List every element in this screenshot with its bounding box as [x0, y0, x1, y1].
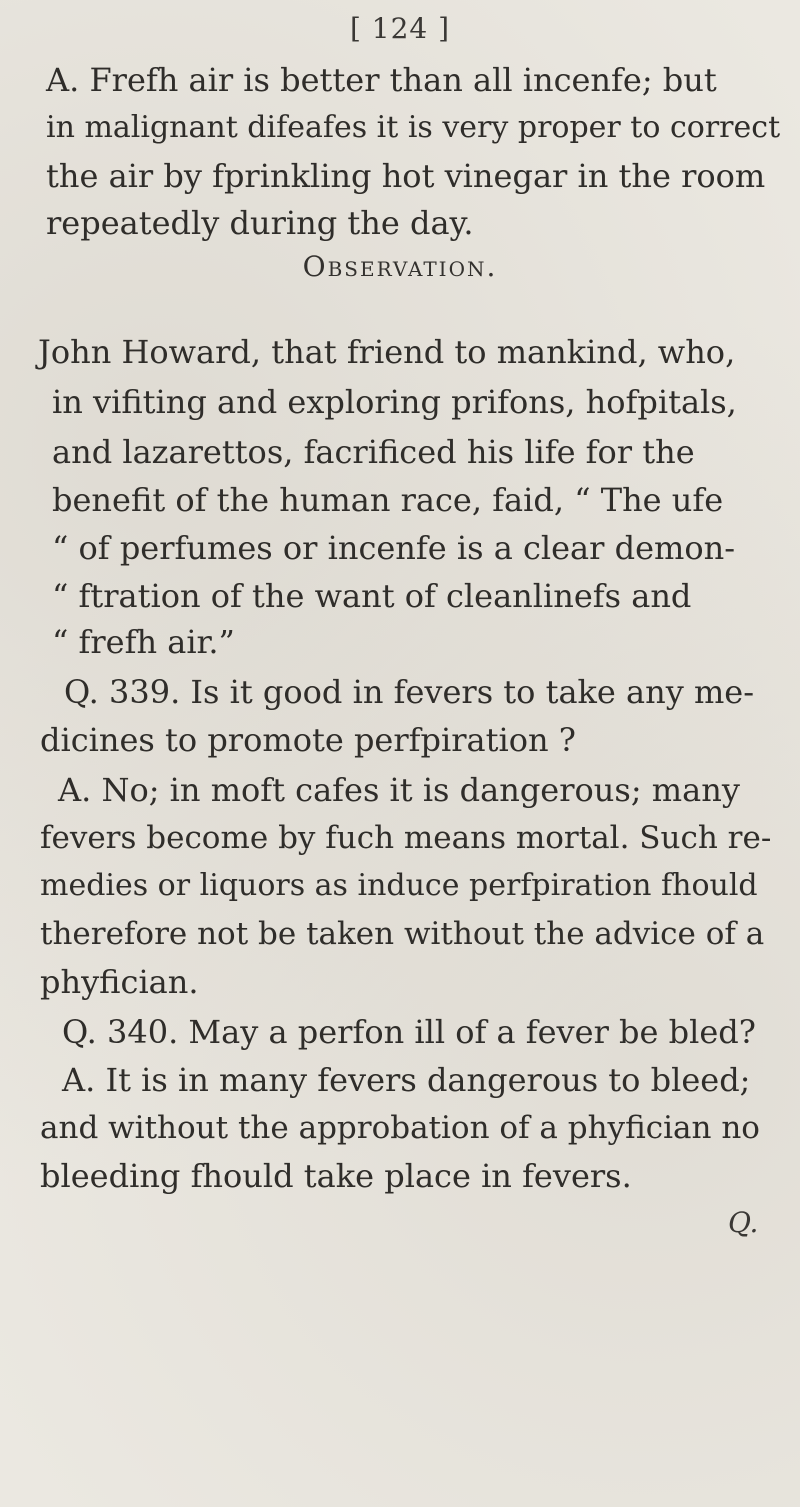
text-line: “ of perfumes or incenfe is a clear demon- — [52, 529, 736, 567]
text-line: “ ftration of the want of cleanlinefs and — [52, 577, 692, 615]
text-line: the air by fprinkling hot vinegar in the room — [46, 157, 766, 195]
page-number: [ 124 ] — [349, 12, 451, 45]
text-line: benefit of the human race, faid, “ The ufe — [52, 481, 724, 519]
text-line: Q. 340. May a perfon ill of a fever be bled? — [62, 1013, 756, 1051]
text-line: therefore not be taken without the advice of a — [40, 916, 765, 952]
text-line: John Howard, that friend to mankind, who, — [38, 333, 736, 371]
text-line: A. No; in moft cafes it is dangerous; many — [58, 771, 740, 809]
text-line: and lazarettos, facrificed his life for the — [52, 433, 695, 471]
text-line: and without the approbation of a phyfician no — [40, 1110, 760, 1146]
text-line: bleeding fhould take place in fevers. — [40, 1157, 632, 1195]
text-line: in vifiting and exploring prifons, hofpitals, — [52, 383, 737, 421]
text-line: dicines to promote perfpiration ? — [40, 721, 576, 759]
text-line: medies or liquors as induce perfpiration fhould — [40, 868, 758, 903]
catchword: Q. — [728, 1206, 759, 1239]
text-line: “ frefh air.” — [52, 623, 235, 661]
text-line: A. Frefh air is better than all incenfe; but — [46, 61, 717, 99]
text-line: phyfician. — [40, 963, 199, 1001]
text-line: Q. 339. Is it good in fevers to take any me- — [64, 673, 755, 711]
section-heading-observation: Observation. — [302, 250, 498, 283]
text-line: repeatedly during the day. — [46, 204, 474, 242]
text-line: A. It is in many fevers dangerous to bleed; — [62, 1061, 751, 1099]
text-line: fevers become by fuch means mortal. Such re- — [40, 820, 772, 856]
text-line: in malignant difeafes it is very proper to correct — [46, 110, 781, 145]
